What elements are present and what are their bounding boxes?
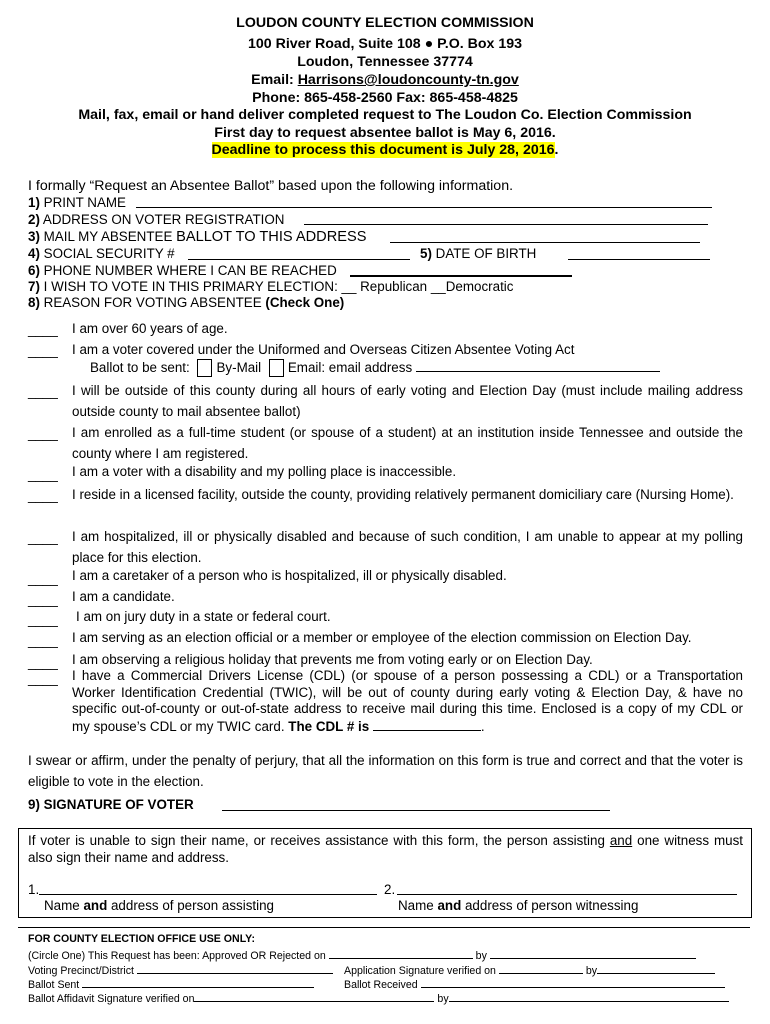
ballot-delivery-options (90, 359, 660, 377)
reason-disability: I am a voter with a disability and my polling place is inaccessible. (72, 464, 457, 479)
signature-label: 9) SIGNATURE OF VOTER (28, 797, 194, 812)
field-phone: 6) PHONE NUMBER WHERE I CAN BE REACHED (28, 263, 337, 278)
field-primary-election: 7) I WISH TO VOTE IN THIS PRIMARY ELECTION: __ Republican __Democratic (28, 279, 514, 294)
reason-over-60: I am over 60 years of age. (72, 321, 228, 336)
email-address-line[interactable] (416, 359, 660, 372)
ssn-line[interactable] (188, 247, 410, 260)
by-mail-label: By-Mail (216, 360, 262, 375)
reason-jury-duty: I am on jury duty in a state or federal court. (76, 609, 331, 624)
ballot-sent-row: Ballot Sent (28, 978, 314, 991)
intro-text: I formally “Request an Absentee Ballot” based upon the following information. (28, 178, 514, 194)
reason-religious-holiday: I am observing a religious holiday that prevents me from voting early or on Election Day. (72, 652, 593, 667)
precinct-row: Voting Precinct/District (28, 964, 333, 977)
assistant-number: 1. (28, 882, 40, 897)
reason-blank[interactable]: ____ (28, 488, 58, 503)
office-use-title: FOR COUNTY ELECTION OFFICE USE ONLY: (28, 933, 255, 945)
dob-line[interactable] (568, 247, 710, 260)
reason-blank[interactable]: ____ (28, 426, 58, 441)
witness-caption: Name and address of person witnessing (398, 898, 639, 913)
reason-blank[interactable]: ____ (28, 322, 58, 337)
assistant-caption: Name and address of person assisting (44, 898, 274, 913)
witness-number: 2. (384, 882, 396, 897)
field-reason: 8) REASON FOR VOTING ABSENTEE (Check One) (28, 295, 345, 310)
address-line[interactable] (304, 212, 708, 225)
application-signature-row: Application Signature verified on by (344, 964, 715, 977)
assistant-signature-line[interactable] (39, 882, 377, 895)
reason-blank[interactable]: ____ (28, 384, 58, 399)
reason-election-official: I am serving as an election official or a member or employee of the election commission on Election Day. (72, 630, 692, 645)
print-name-line[interactable] (136, 195, 712, 208)
email-line (0, 72, 770, 88)
email-link[interactable]: Harrisons@loudoncounty-tn.gov (297, 72, 519, 88)
email-option-label: Email: email address (287, 360, 413, 375)
first-day-notice: First day to request absentee ballot is May 6, 2016. (214, 125, 556, 141)
reason-caretaker: I am a caretaker of a person who is hospitalized, ill or physically disabled. (72, 568, 507, 583)
reason-blank[interactable]: ____ (28, 671, 58, 686)
deadline-notice: Deadline to process this document is July 28, 2016. (211, 142, 559, 158)
by-mail-checkbox[interactable] (197, 359, 212, 377)
email-label: Email: (251, 72, 298, 88)
voter-signature-line[interactable] (222, 798, 610, 811)
reason-candidate: I am a candidate. (72, 589, 175, 604)
reason-hospitalized: I am hospitalized, ill or physically disabled and because of such condition, I am unable to appear at my polling place for this election. (72, 529, 743, 565)
reason-blank[interactable]: ____ (28, 343, 58, 358)
reason-licensed-facility: I reside in a licensed facility, outside the county, providing relatively permanent domiciliary care (Nursing Home). (72, 487, 734, 502)
affidavit-row: Ballot Affidavit Signature verified on by (28, 992, 729, 1005)
city-state: Loudon, Tennessee 37774 (297, 54, 473, 70)
reason-blank[interactable]: ____ (28, 592, 58, 607)
reason-cdl-twic: I have a Commercial Drivers License (CDL) (or spouse of a person possessing a CDL) or a Transportation Worker Identification Credential (TWIC), will be out of county during early voting & Election Day, & have no specific out-of-county or out-of-state address to receive mail during this time. Enclosed is a copy of my CDL or my spouse’s CDL or my TWIC card. The CDL # is . (72, 668, 743, 734)
cdl-number-label: The CDL # is (288, 718, 370, 734)
reason-blank[interactable]: ____ (28, 571, 58, 586)
reason-student: I am enrolled as a full-time student (or spouse of a student) at an institution inside Tennessee and outside the county where I am registered. (72, 425, 743, 461)
reason-blank[interactable]: ____ (28, 655, 58, 670)
phone-fax: Phone: 865-458-2560 Fax: 865-458-4825 (252, 90, 518, 106)
affirmation-text: I swear or affirm, under the penalty of perjury, that all the information on this form is true and correct and that the voter is eligible to vote in the election. (28, 753, 743, 789)
field-mail-address: 3) MAIL MY ABSENTEE BALLOT TO THIS ADDRESS (28, 229, 367, 245)
field-dob: 5) DATE OF BIRTH (420, 246, 537, 261)
street-address: 100 River Road, Suite 108 ● P.O. Box 193 (247, 36, 523, 52)
mail-address-line[interactable] (390, 230, 700, 243)
reason-outside-county: I will be outside of this county during all hours of early voting and Election Day (must include mailing address outside county to mail absentee ballot) (72, 383, 743, 419)
reason-blank[interactable]: ____ (28, 530, 58, 545)
divider (18, 927, 750, 928)
email-checkbox[interactable] (269, 359, 284, 377)
deadline-highlight: Deadline to process this document is July 28, 2016 (211, 142, 555, 158)
field-print-name: 1) PRINT NAME (28, 195, 126, 210)
field-address: 2) ADDRESS ON VOTER REGISTRATION (28, 212, 285, 227)
cdl-number-line[interactable] (373, 718, 481, 731)
commission-name: LOUDON COUNTY ELECTION COMMISSION (236, 15, 534, 31)
phone-line[interactable] (350, 263, 572, 277)
reason-blank[interactable]: ____ (28, 467, 58, 482)
ballot-received-row: Ballot Received (344, 978, 725, 991)
assistance-instructions: If voter is unable to sign their name, or receives assistance with this form, the person assisting and one witness must also sign their name and address. (28, 833, 744, 865)
field-ssn: 4) SOCIAL SECURITY # (28, 246, 175, 261)
ballot-sent-label: Ballot to be sent: (90, 360, 190, 375)
delivery-instruction: Mail, fax, email or hand deliver completed request to The Loudon Co. Election Commission (78, 107, 692, 123)
reason-blank[interactable]: ____ (28, 633, 58, 648)
reason-blank[interactable]: ____ (28, 612, 58, 627)
witness-signature-line[interactable] (397, 882, 737, 895)
reason-uocava: I am a voter covered under the Uniformed and Overseas Citizen Absentee Voting Act (72, 342, 575, 357)
approval-status-row: (Circle One) This Request has been: Approved OR Rejected on by (28, 949, 696, 962)
